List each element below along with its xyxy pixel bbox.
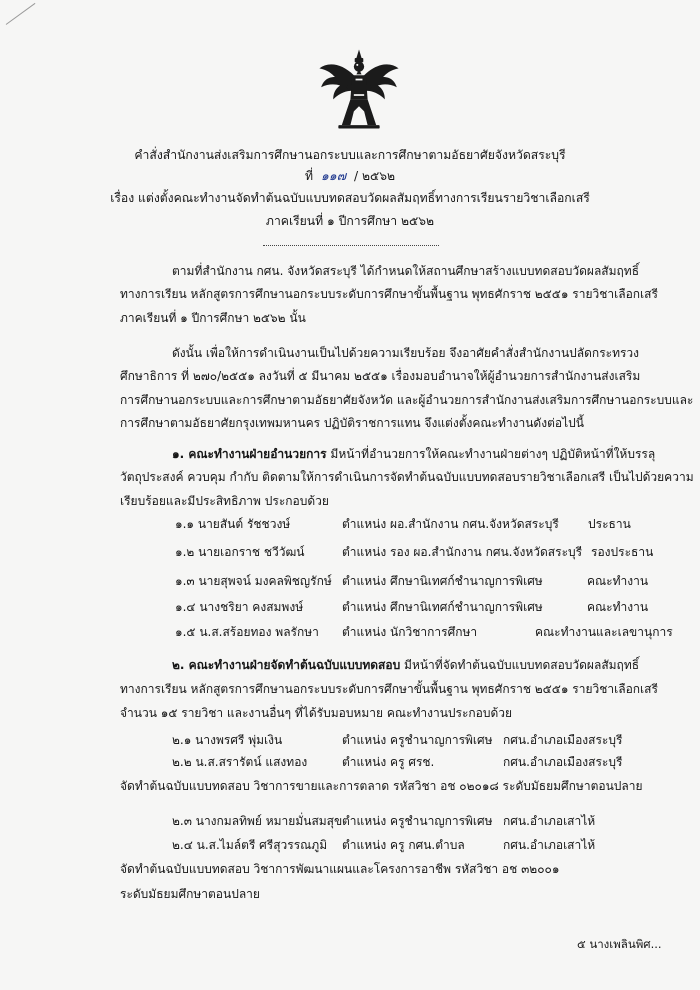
order-subject: เรื่อง แต่งตั้งคณะทำงานจัดทำต้นฉบับแบบทดสอบวัดผลสัมฤทธิ์ทางการเรียนรายวิชาเลือกเสรี	[110, 191, 590, 205]
garuda-emblem-icon	[316, 46, 402, 132]
intro-line-2: ทางการเรียน หลักสูตรการศึกษานอกระบบระดับการศึกษาขั้นพื้นฐาน พุทธศักราช ๒๕๕๑ รายวิชาเลือกเสรี	[120, 287, 658, 301]
section-1-desc-3: เรียบร้อยและมีประสิทธิภาพ ประกอบด้วย	[120, 494, 329, 508]
member-name: ๑.๑ นายสันต์ รัชชวงษ์	[175, 517, 291, 531]
staff-school: กศน.อำเภอเมืองสระบุรี	[503, 755, 623, 769]
staff-school: กศน.อำเภอเมืองสระบุรี	[503, 733, 623, 747]
staff-position: ตำแหน่ง ครู ศรช.	[342, 755, 435, 769]
handwritten-order-number: ๑๑๗	[320, 168, 347, 183]
staff-name: ๒.๒ น.ส.สรารัตน์ แสงทอง	[172, 755, 308, 769]
member-role: รองประธาน	[591, 545, 654, 559]
section-2-desc-1: มีหน้าที่จัดทำต้นฉบับแบบทดสอบวัดผลสัมฤทธิ์	[404, 658, 640, 672]
section-2-title: ๒. คณะทำงานฝ่ายจัดทำต้นฉบับแบบทดสอบ	[172, 658, 401, 672]
staff-name: ๒.๓ นางกมลทิพย์ หมายมั่นสมสุข	[172, 814, 343, 828]
order-semester: ภาคเรียนที่ ๑ ปีการศึกษา ๒๕๖๒	[265, 214, 435, 228]
group-2-assignment: จัดทำต้นฉบับแบบทดสอบ วิชาการพัฒนาแผนและโครงการอาชีพ รหัสวิชา อช ๓๒๐๐๑	[120, 862, 560, 876]
member-position: ตำแหน่ง นักวิชาการศึกษา	[342, 625, 478, 639]
section-1-heading	[172, 446, 655, 462]
order-number-year: / ๒๕๖๒	[354, 169, 396, 183]
intro-line-1: ตามที่สำนักงาน กศน. จังหวัดสระบุรี ได้กำหนดให้สถานศึกษาสร้างแบบทดสอบวัดผลสัมฤทธิ์	[172, 264, 640, 278]
member-name: ๑.๓ นายสุพจน์ มงคลพิชญรักษ์	[175, 574, 332, 588]
member-position: ตำแหน่ง ผอ.สำนักงาน กศน.จังหวัดสระบุรี	[342, 517, 559, 531]
section-2-heading	[172, 657, 639, 673]
member-position: ตำแหน่ง รอง ผอ.สำนักงาน กศน.จังหวัดสระบุรี	[342, 545, 583, 559]
section-2-desc-3: จำนวน ๑๕ รายวิชา และงานอื่นๆ ที่ได้รับมอบหมาย คณะทำงานประกอบด้วย	[120, 706, 513, 720]
authority-line-2: ศึกษาธิการ ที่ ๒๗๐/๒๕๕๑ ลงวันที่ ๕ มีนาคม ๒๕๕๑ เรื่องมอบอำนาจให้ผู้อำนวยการสำนักงานส่งเสริม	[120, 369, 641, 383]
staff-position: ตำแหน่ง ครูชำนาญการพิเศษ	[342, 814, 493, 828]
order-number-prefix: ที่	[304, 169, 313, 183]
group-2-assignment-level: ระดับมัธยมศึกษาตอนปลาย	[120, 887, 260, 901]
member-name: ๑.๔ นางชริยา คงสมพงษ์	[175, 600, 304, 614]
intro-line-3: ภาคเรียนที่ ๑ ปีการศึกษา ๒๕๖๒ นั้น	[120, 311, 306, 325]
continued-reference: ๕ นางเพลินพิศ...	[577, 937, 662, 951]
order-title: คำสั่งสำนักงานส่งเสริมการศึกษานอกระบบและการศึกษาตามอัธยาศัยจังหวัดสระบุรี	[134, 148, 566, 162]
authority-line-3: การศึกษานอกระบบและการศึกษาตามอัธยาศัยจังหวัด และผู้อำนวยการสำนักงานส่งเสริมการศึกษานอกระบบและ	[120, 393, 694, 407]
section-1-desc-2: วัตถุประสงค์ ควบคุม กำกับ ติดตามให้การดำเนินการจัดทำต้นฉบับแบบทดสอบรายวิชาเลือกเสรี เป็นไปด้วยความ	[120, 470, 694, 484]
member-position: ตำแหน่ง ศึกษานิเทศก์ชำนาญการพิเศษ	[342, 574, 543, 588]
member-position: ตำแหน่ง ศึกษานิเทศก์ชำนาญการพิเศษ	[342, 600, 543, 614]
member-role: คณะทำงาน	[587, 574, 649, 588]
staff-name: ๒.๑ นางพรศรี พุ่มเงิน	[172, 733, 283, 747]
member-role: คณะทำงานและเลขานุการ	[535, 625, 673, 639]
section-1-title: ๑. คณะทำงานฝ่ายอำนวยการ	[172, 447, 327, 461]
member-role: คณะทำงาน	[587, 600, 649, 614]
member-role: ประธาน	[588, 517, 631, 531]
authority-line-4: การศึกษาตามอัธยาศัยกรุงเทพมหานคร ปฏิบัติราชการแทน จึงแต่งตั้งคณะทำงานดังต่อไปนี้	[120, 416, 584, 430]
staff-name: ๒.๔ น.ส.ไมล์ตรี ศรีสุวรรณภูมิ	[172, 838, 328, 852]
scan-mark	[6, 3, 36, 25]
section-1-desc-1: มีหน้าที่อำนวยการให้คณะทำงานฝ่ายต่างๆ ปฏิบัติหน้าที่ให้บรรลุ	[330, 447, 656, 461]
staff-position: ตำแหน่ง ครูชำนาญการพิเศษ	[342, 733, 493, 747]
order-number	[100, 168, 600, 184]
separator-dotted-line	[263, 245, 439, 246]
member-name: ๑.๒ นายเอกราช ชวีวัฒน์	[175, 545, 305, 559]
staff-position: ตำแหน่ง ครู กศน.ตำบล	[342, 838, 465, 852]
group-1-assignment: จัดทำต้นฉบับแบบทดสอบ วิชาการขายและการตลาด รหัสวิชา อช ๐๒๐๑๘ ระดับมัธยมศึกษาตอนปลาย	[120, 779, 643, 793]
authority-line-1: ดังนั้น เพื่อให้การดำเนินงานเป็นไปด้วยความเรียบร้อย จึงอาศัยคำสั่งสำนักงานปลัดกระทรวง	[172, 346, 640, 360]
section-2-desc-2: ทางการเรียน หลักสูตรการศึกษานอกระบบระดับการศึกษาขั้นพื้นฐาน พุทธศักราช ๒๕๕๑ รายวิชาเลือกเสรี	[120, 682, 658, 696]
member-name: ๑.๕ น.ส.สร้อยทอง พลรักษา	[175, 625, 319, 639]
staff-school: กศน.อำเภอเสาไห้	[503, 838, 596, 852]
staff-school: กศน.อำเภอเสาไห้	[503, 814, 596, 828]
